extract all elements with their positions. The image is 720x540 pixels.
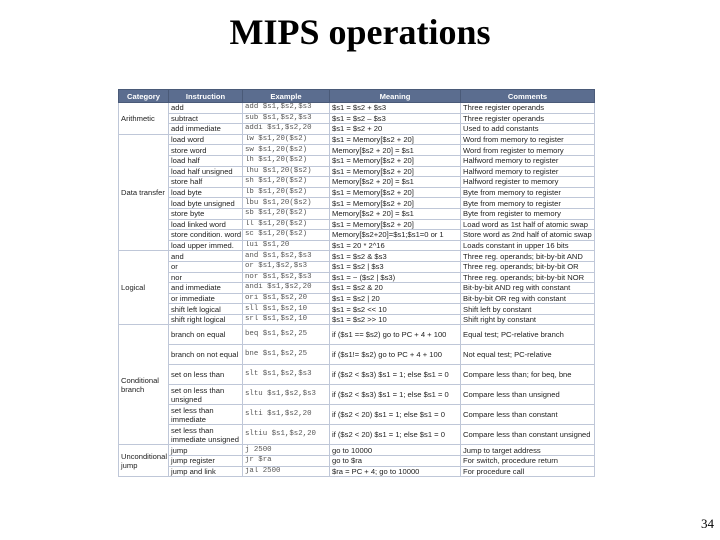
table-row bbox=[119, 124, 595, 135]
table-row bbox=[119, 466, 595, 477]
example-cell: lb $s1,20($s2) bbox=[243, 187, 330, 198]
example-cell: jal 2500 bbox=[243, 466, 330, 477]
instruction-cell: jump register bbox=[169, 456, 243, 467]
table-row bbox=[119, 425, 595, 445]
comments-cell: Jump to target address bbox=[461, 445, 595, 456]
comments-cell: Three register operands bbox=[461, 103, 595, 114]
comments-cell: Three reg. operands; bit-by-bit OR bbox=[461, 261, 595, 272]
mips-operations-table bbox=[118, 89, 595, 477]
meaning-cell: Memory[$s2 + 20] = $s1 bbox=[330, 177, 461, 188]
instruction-cell: load byte bbox=[169, 187, 243, 198]
instruction-cell: load half unsigned bbox=[169, 166, 243, 177]
meaning-cell: $s1 = Memory[$s2 + 20] bbox=[330, 155, 461, 166]
meaning-cell: if ($s1 == $s2) go to PC + 4 + 100 bbox=[330, 325, 461, 345]
comments-cell: Word from register to memory bbox=[461, 145, 595, 156]
table-row bbox=[119, 134, 595, 145]
meaning-cell: $s1 = $s2 – $s3 bbox=[330, 113, 461, 124]
table-body bbox=[119, 103, 595, 477]
instruction-cell: store word bbox=[169, 145, 243, 156]
instruction-cell: shift left logical bbox=[169, 304, 243, 315]
comments-cell: Store word as 2nd half of atomic swap bbox=[461, 230, 595, 241]
comments-cell: Halfword memory to register bbox=[461, 166, 595, 177]
table-row bbox=[119, 304, 595, 315]
category-cell: Unconditional jump bbox=[119, 445, 169, 477]
example-cell: j 2500 bbox=[243, 445, 330, 456]
example-cell: nor $s1,$s2,$s3 bbox=[243, 272, 330, 283]
instruction-cell: set on less than unsigned bbox=[169, 385, 243, 405]
table-row bbox=[119, 456, 595, 467]
meaning-cell: $s1 = 20 * 2^16 bbox=[330, 240, 461, 251]
instruction-cell: jump and link bbox=[169, 466, 243, 477]
table-row bbox=[119, 314, 595, 325]
category-cell: Data transfer bbox=[119, 134, 169, 251]
example-cell: sc $s1,20($s2) bbox=[243, 230, 330, 241]
instruction-cell: nor bbox=[169, 272, 243, 283]
instruction-cell: and immediate bbox=[169, 283, 243, 294]
comments-cell: Load word as 1st half of atomic swap bbox=[461, 219, 595, 230]
table-row bbox=[119, 166, 595, 177]
table-row bbox=[119, 272, 595, 283]
example-cell: srl $s1,$s2,10 bbox=[243, 314, 330, 325]
comments-cell: Three reg. operands; bit-by-bit AND bbox=[461, 251, 595, 262]
comments-cell: Compare less than constant unsigned bbox=[461, 425, 595, 445]
category-cell: Logical bbox=[119, 251, 169, 325]
instruction-cell: store byte bbox=[169, 208, 243, 219]
instruction-cell: branch on equal bbox=[169, 325, 243, 345]
instruction-cell: set less than immediate bbox=[169, 405, 243, 425]
comments-cell: Bit-by-bit AND reg with constant bbox=[461, 283, 595, 294]
example-cell: beq $s1,$s2,25 bbox=[243, 325, 330, 345]
table-row bbox=[119, 445, 595, 456]
instruction-cell: add immediate bbox=[169, 124, 243, 135]
example-cell: sb $s1,20($s2) bbox=[243, 208, 330, 219]
example-cell: sub $s1,$s2,$s3 bbox=[243, 113, 330, 124]
header-category: Category bbox=[119, 90, 169, 103]
table-row bbox=[119, 103, 595, 114]
comments-cell: Three register operands bbox=[461, 113, 595, 124]
comments-cell: Compare less than constant bbox=[461, 405, 595, 425]
comments-cell: Three reg. operands; bit-by-bit NOR bbox=[461, 272, 595, 283]
example-cell: sw $s1,20($s2) bbox=[243, 145, 330, 156]
table-row bbox=[119, 251, 595, 262]
meaning-cell: go to 10000 bbox=[330, 445, 461, 456]
example-cell: jr $ra bbox=[243, 456, 330, 467]
meaning-cell: go to $ra bbox=[330, 456, 461, 467]
table-row bbox=[119, 230, 595, 241]
instruction-cell: subtract bbox=[169, 113, 243, 124]
table-row bbox=[119, 177, 595, 188]
table-row bbox=[119, 155, 595, 166]
meaning-cell: $ra = PC + 4; go to 10000 bbox=[330, 466, 461, 477]
instruction-cell: set less than immediate unsigned bbox=[169, 425, 243, 445]
example-cell: bne $s1,$s2,25 bbox=[243, 345, 330, 365]
table-row bbox=[119, 365, 595, 385]
table-row bbox=[119, 113, 595, 124]
comments-cell: Shift right by constant bbox=[461, 314, 595, 325]
instruction-cell: load word bbox=[169, 134, 243, 145]
comments-cell: Compare less than unsigned bbox=[461, 385, 595, 405]
slide-title: MIPS operations bbox=[229, 12, 491, 52]
example-cell: lhu $s1,20($s2) bbox=[243, 166, 330, 177]
instruction-cell: load half bbox=[169, 155, 243, 166]
instruction-cell: add bbox=[169, 103, 243, 114]
example-cell: ori $s1,$s2,20 bbox=[243, 293, 330, 304]
example-cell: lbu $s1,20($s2) bbox=[243, 198, 330, 209]
meaning-cell: $s1 = Memory[$s2 + 20] bbox=[330, 219, 461, 230]
meaning-cell: if ($s2 < $s3) $s1 = 1; else $s1 = 0 bbox=[330, 385, 461, 405]
comments-cell: Equal test; PC-relative branch bbox=[461, 325, 595, 345]
table-row bbox=[119, 405, 595, 425]
comments-cell: For procedure call bbox=[461, 466, 595, 477]
meaning-cell: $s1 = $s2 + 20 bbox=[330, 124, 461, 135]
meaning-cell: $s1 = $s2 | $s3 bbox=[330, 261, 461, 272]
instruction-cell: load byte unsigned bbox=[169, 198, 243, 209]
comments-cell: Halfword register to memory bbox=[461, 177, 595, 188]
example-cell: sltu $s1,$s2,$s3 bbox=[243, 385, 330, 405]
meaning-cell: $s1 = $s2 + $s3 bbox=[330, 103, 461, 114]
meaning-cell: if ($s2 < 20) $s1 = 1; else $s1 = 0 bbox=[330, 425, 461, 445]
table-row bbox=[119, 261, 595, 272]
table-row bbox=[119, 325, 595, 345]
meaning-cell: $s1 = $s2 >> 10 bbox=[330, 314, 461, 325]
instruction-cell: set on less than bbox=[169, 365, 243, 385]
instruction-cell: or bbox=[169, 261, 243, 272]
instruction-cell: store condition. word bbox=[169, 230, 243, 241]
meaning-cell: $s1 = $s2 & $s3 bbox=[330, 251, 461, 262]
meaning-cell: $s1 = Memory[$s2 + 20] bbox=[330, 134, 461, 145]
meaning-cell: $s1 = Memory[$s2 + 20] bbox=[330, 187, 461, 198]
comments-cell: Byte from memory to register bbox=[461, 198, 595, 209]
table-row bbox=[119, 385, 595, 405]
table-row bbox=[119, 219, 595, 230]
example-cell: and $s1,$s2,$s3 bbox=[243, 251, 330, 262]
example-cell: addi $s1,$s2,20 bbox=[243, 124, 330, 135]
comments-cell: Not equal test; PC-relative bbox=[461, 345, 595, 365]
example-cell: lui $s1,20 bbox=[243, 240, 330, 251]
header-example: Example bbox=[243, 90, 330, 103]
table-header-row bbox=[119, 90, 595, 103]
comments-cell: Bit-by-bit OR reg with constant bbox=[461, 293, 595, 304]
table-row bbox=[119, 145, 595, 156]
comments-cell: Byte from register to memory bbox=[461, 208, 595, 219]
instruction-cell: load upper immed. bbox=[169, 240, 243, 251]
table-row bbox=[119, 345, 595, 365]
meaning-cell: $s1 = $s2 << 10 bbox=[330, 304, 461, 315]
comments-cell: Compare less than; for beq, bne bbox=[461, 365, 595, 385]
meaning-cell: $s1 = Memory[$s2 + 20] bbox=[330, 198, 461, 209]
comments-cell: Used to add constants bbox=[461, 124, 595, 135]
comments-cell: Byte from memory to register bbox=[461, 187, 595, 198]
meaning-cell: if ($s2 < $s3) $s1 = 1; else $s1 = 0 bbox=[330, 365, 461, 385]
meaning-cell: $s1 = $s2 & 20 bbox=[330, 283, 461, 294]
instruction-cell: jump bbox=[169, 445, 243, 456]
comments-cell: Halfword memory to register bbox=[461, 155, 595, 166]
instruction-cell: load linked word bbox=[169, 219, 243, 230]
instruction-cell: shift right logical bbox=[169, 314, 243, 325]
meaning-cell: $s1 = ~ ($s2 | $s3) bbox=[330, 272, 461, 283]
example-cell: slt $s1,$s2,$s3 bbox=[243, 365, 330, 385]
instruction-cell: branch on not equal bbox=[169, 345, 243, 365]
meaning-cell: $s1 = Memory[$s2 + 20] bbox=[330, 166, 461, 177]
table-row bbox=[119, 240, 595, 251]
example-cell: sll $s1,$s2,10 bbox=[243, 304, 330, 315]
table-row bbox=[119, 283, 595, 294]
meaning-cell: Memory[$s2+20]=$s1;$s1=0 or 1 bbox=[330, 230, 461, 241]
meaning-cell: if ($s2 < 20) $s1 = 1; else $s1 = 0 bbox=[330, 405, 461, 425]
category-cell: Arithmetic bbox=[119, 103, 169, 135]
example-cell: sh $s1,20($s2) bbox=[243, 177, 330, 188]
meaning-cell: Memory[$s2 + 20] = $s1 bbox=[330, 208, 461, 219]
comments-cell: Loads constant in upper 16 bits bbox=[461, 240, 595, 251]
meaning-cell: if ($s1!= $s2) go to PC + 4 + 100 bbox=[330, 345, 461, 365]
table-row bbox=[119, 208, 595, 219]
example-cell: lh $s1,20($s2) bbox=[243, 155, 330, 166]
header-meaning: Meaning bbox=[330, 90, 461, 103]
table-row bbox=[119, 187, 595, 198]
meaning-cell: Memory[$s2 + 20] = $s1 bbox=[330, 145, 461, 156]
header-comments: Comments bbox=[461, 90, 595, 103]
meaning-cell: $s1 = $s2 | 20 bbox=[330, 293, 461, 304]
example-cell: or $s1,$s2,$s3 bbox=[243, 261, 330, 272]
instruction-cell: and bbox=[169, 251, 243, 262]
example-cell: add $s1,$s2,$s3 bbox=[243, 103, 330, 114]
table-row bbox=[119, 293, 595, 304]
header-instruction: Instruction bbox=[169, 90, 243, 103]
example-cell: andi $s1,$s2,20 bbox=[243, 283, 330, 294]
comments-cell: Shift left by constant bbox=[461, 304, 595, 315]
example-cell: sltiu $s1,$s2,20 bbox=[243, 425, 330, 445]
example-cell: ll $s1,20($s2) bbox=[243, 219, 330, 230]
comments-cell: For switch, procedure return bbox=[461, 456, 595, 467]
example-cell: lw $s1,20($s2) bbox=[243, 134, 330, 145]
example-cell: slti $s1,$s2,20 bbox=[243, 405, 330, 425]
instruction-cell: store half bbox=[169, 177, 243, 188]
category-cell: Conditional branch bbox=[119, 325, 169, 445]
page-number: 34 bbox=[701, 516, 714, 531]
instruction-cell: or immediate bbox=[169, 293, 243, 304]
table-row bbox=[119, 198, 595, 209]
comments-cell: Word from memory to register bbox=[461, 134, 595, 145]
